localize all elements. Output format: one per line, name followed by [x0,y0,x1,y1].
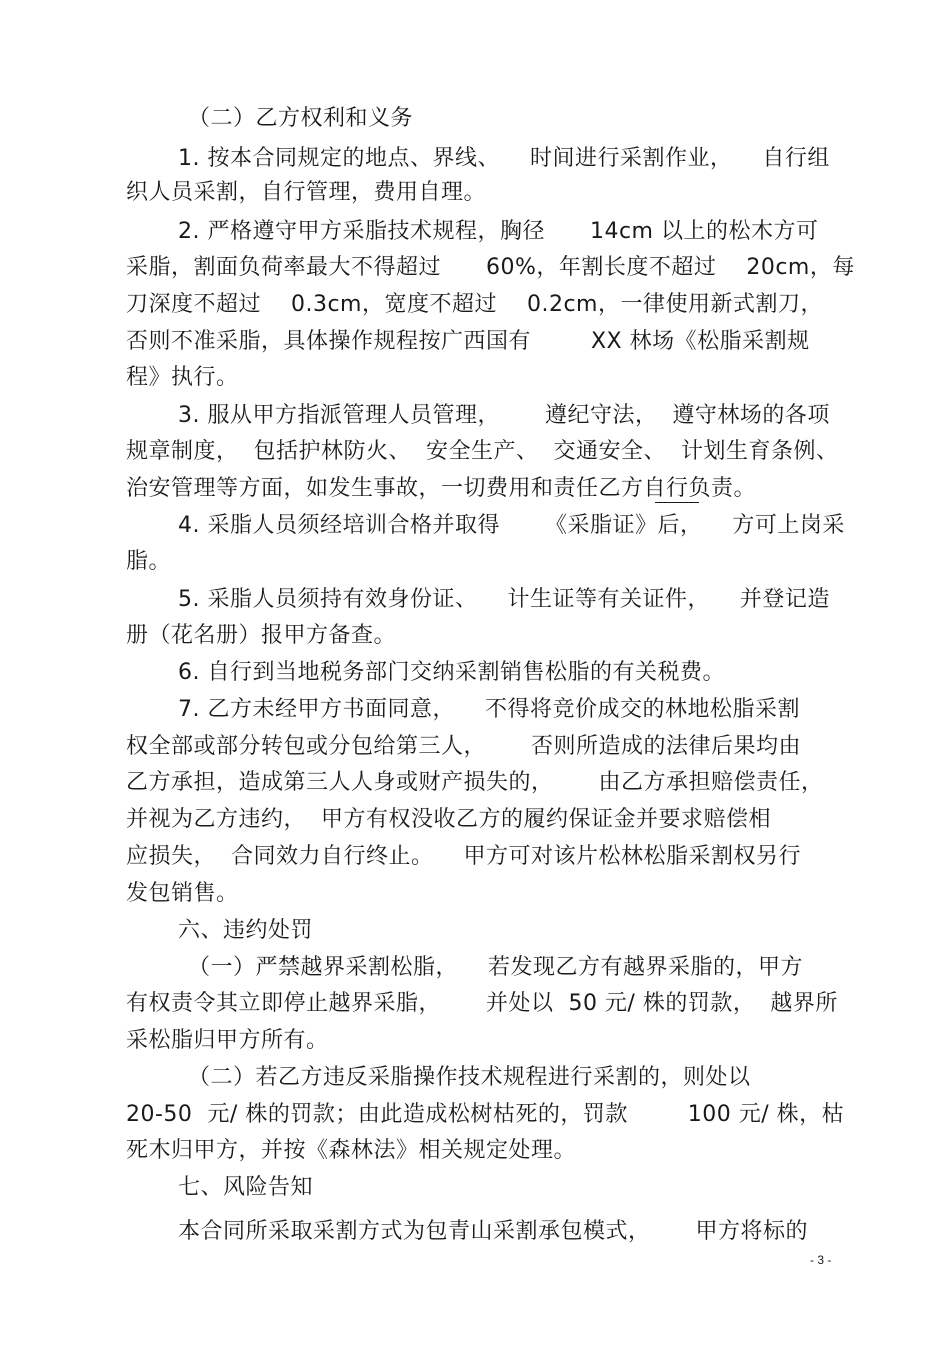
paragraph-line: 发包销售。 [126,881,239,906]
paragraph-line: 有权责令其立即停止越界采脂， 并处以 50 元/ 株的罚款， 越界所 [126,991,838,1016]
paragraph-line: 1. 按本合同规定的地点、界线、 时间进行采割作业， 自行组 [178,146,830,171]
paragraph-line: 2. 严格遵守甲方采脂技术规程，胸径 14cm 以上的松木方可 [178,219,819,244]
paragraph-line: 5. 采脂人员须持有效身份证、 计生证等有关证件， 并登记造 [178,587,830,612]
paragraph-line: 本合同所采取采割方式为包青山采割承包模式， 甲方将标的 [178,1219,808,1244]
paragraph-line: 并视为乙方违约， 甲方有权没收乙方的履约保证金并要求赔偿相 [126,807,771,832]
paragraph-line: 规章制度， 包括护林防火、 安全生产、 交通安全、 计划生育条例、 [126,439,839,464]
paragraph-line: 刀深度不超过 0.3cm，宽度不超过 0.2cm，一律使用新式割刀， [126,292,823,317]
paragraph-line: 应损失， 合同效力自行终止。 甲方可对该片松林松脂采割权另行 [126,844,801,869]
paragraph-line: 脂。 [126,549,172,574]
paragraph-line: 6. 自行到当地税务部门交纳采割销售松脂的有关税费。 [178,660,725,685]
paragraph-line: 3. 服从甲方指派管理人员管理， 遵纪守法， 遵守林场的各项 [178,403,830,428]
paragraph-line: 织人员采割，自行管理，费用自理。 [126,180,487,205]
paragraph-line: 权全部或部分转包或分包给第三人， 否则所造成的法律后果均由 [126,734,801,759]
paragraph-line: 7. 乙方未经甲方书面同意， 不得将竞价成交的林地松脂采割 [178,697,800,722]
paragraph-line: 20-50 元/ 株的罚款；由此造成松树枯死的，罚款 100 元/ 株，枯 [126,1102,845,1127]
section-heading-penalties: 六、违约处罚 [178,918,314,943]
text-underline [655,502,699,503]
paragraph-line: 死木归甲方，并按《森林法》相关规定处理。 [126,1138,577,1163]
paragraph-line: （二）若乙方违反采脂操作技术规程进行采割的，则处以 [188,1065,751,1090]
paragraph-line: 治安管理等方面，如发生事故，一切费用和责任乙方自行负责。 [126,476,757,501]
paragraph-line: 否则不准采脂，具体操作规程按广西国有 XX 林场《松脂采割规 [126,329,810,354]
paragraph-line: 乙方承担，造成第三人人身或财产损失的， 由乙方承担赔偿责任， [126,770,824,795]
paragraph-line: （一）严禁越界采割松脂， 若发现乙方有越界采脂的，甲方 [188,955,803,980]
section-heading-risk-notice: 七、风险告知 [178,1175,314,1200]
paragraph-line: 采松脂归甲方所有。 [126,1028,329,1053]
section-heading-party-b-rights: （二）乙方权利和义务 [188,106,414,131]
paragraph-line: 采脂，割面负荷率最大不得超过 60%，年割长度不超过 20cm，每 [126,255,855,280]
paragraph-line: 4. 采脂人员须经培训合格并取得 《采脂证》后， 方可上岗采 [178,513,845,538]
page-number: - 3 - [810,1253,832,1267]
paragraph-line: 册（花名册）报甲方备查。 [126,623,397,648]
paragraph-line: 程》执行。 [126,365,239,390]
